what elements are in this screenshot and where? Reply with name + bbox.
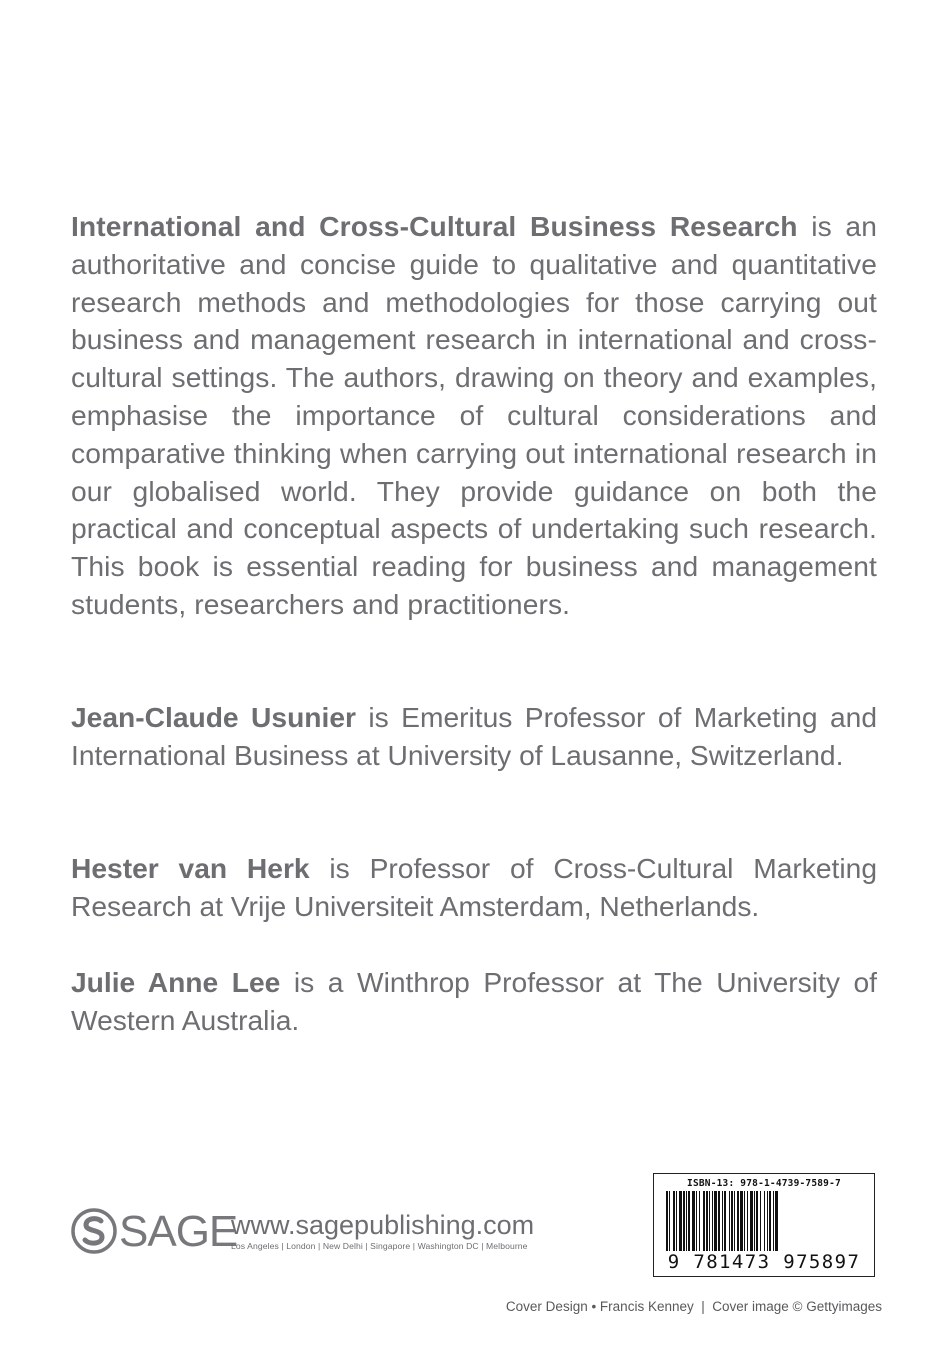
sage-s-circle-icon: [71, 1208, 117, 1254]
author-bio-usunier: [71, 699, 877, 775]
barcode-bar: [718, 1191, 720, 1253]
barcode-bar: [773, 1191, 774, 1253]
barcode-bar: [754, 1191, 755, 1253]
publisher-web: [231, 1210, 534, 1252]
barcode-bar: [760, 1191, 761, 1253]
barcode-bar: [722, 1191, 723, 1253]
barcode-bar: [676, 1191, 677, 1253]
sage-logo-text: SAGE: [119, 1207, 238, 1256]
publisher-cities: Los Angeles | London | New Delhi | Singapore | Washington DC | Melbourne: [231, 1241, 528, 1251]
barcode-bars: [664, 1191, 864, 1253]
author-name: Hester van Herk: [71, 852, 310, 884]
author-bio-lee: [71, 964, 877, 1040]
barcode-bar: [683, 1191, 685, 1253]
barcode-bar: [729, 1191, 730, 1253]
barcode-bar: [750, 1191, 753, 1253]
barcode-bar: [686, 1191, 687, 1253]
author-name: Julie Anne Lee: [71, 966, 281, 998]
barcode-digits: 9 781473 975897: [654, 1251, 874, 1273]
sage-logo: [71, 1208, 237, 1258]
isbn-barcode: [653, 1173, 875, 1277]
author-bio-van-herk: [71, 850, 877, 926]
barcode-bar: [669, 1191, 670, 1253]
description-text: is an authoritative and concise guide to qualitative and quantitative research methods and methodologies for those carrying out business and management research in international and cross-cultural settings. The authors, drawing on theory and examples, emphasise the importance of cultural considerations and comparative thinking when carrying out international research in our globalised world. They provide guidance on both the practical and conceptual aspects of undertaking such research. This book is essential reading for business and management students, researchers and practitioners.: [71, 210, 877, 620]
barcode-bar: [756, 1191, 758, 1253]
barcode-bar: [703, 1191, 705, 1253]
barcode-bar: [737, 1191, 739, 1253]
barcode-bar: [775, 1191, 778, 1253]
barcode-bar: [714, 1191, 717, 1253]
barcode-bar: [731, 1191, 733, 1253]
barcode-bar: [734, 1191, 735, 1253]
book-description: [71, 208, 877, 624]
barcode-bar: [747, 1191, 748, 1253]
barcode-bar: [724, 1191, 726, 1253]
barcode-bar: [706, 1191, 708, 1253]
barcode-bar: [740, 1191, 743, 1253]
barcode-bar: [744, 1191, 745, 1253]
author-name: Jean-Claude Usunier: [71, 701, 356, 733]
barcode-bar: [692, 1191, 695, 1253]
barcode-bar: [666, 1191, 668, 1253]
author-bio-text: is Emeritus Professor of Marketing and International Business at University of Lausanne, Switzerland.: [71, 701, 877, 771]
cover-credits: Cover Design • Francis Kenney | Cover image © Gettyimages: [505, 1299, 882, 1314]
isbn-label: ISBN-13: 978-1-4739-7589-7: [687, 1178, 841, 1189]
barcode-bar: [699, 1191, 700, 1253]
barcode-bar: [679, 1191, 682, 1253]
publisher-url[interactable]: www.sagepublishing.com: [231, 1210, 535, 1240]
author-bio-text: is a Winthrop Professor at The University of Western Australia.: [71, 966, 877, 1036]
barcode-bar: [709, 1191, 710, 1253]
barcode-bar: [769, 1191, 771, 1253]
barcode-bar: [764, 1191, 765, 1253]
barcode-bar: [688, 1191, 690, 1253]
barcode-bar: [712, 1191, 713, 1253]
book-title: International and Cross-Cultural Business Research: [71, 210, 798, 242]
barcode-bar: [696, 1191, 697, 1253]
author-bio-text: is Professor of Cross-Cultural Marketing Research at Vrije Universiteit Amsterdam, Netherlands.: [71, 852, 878, 922]
barcode-bar: [767, 1191, 768, 1253]
barcode-bar: [673, 1191, 675, 1253]
